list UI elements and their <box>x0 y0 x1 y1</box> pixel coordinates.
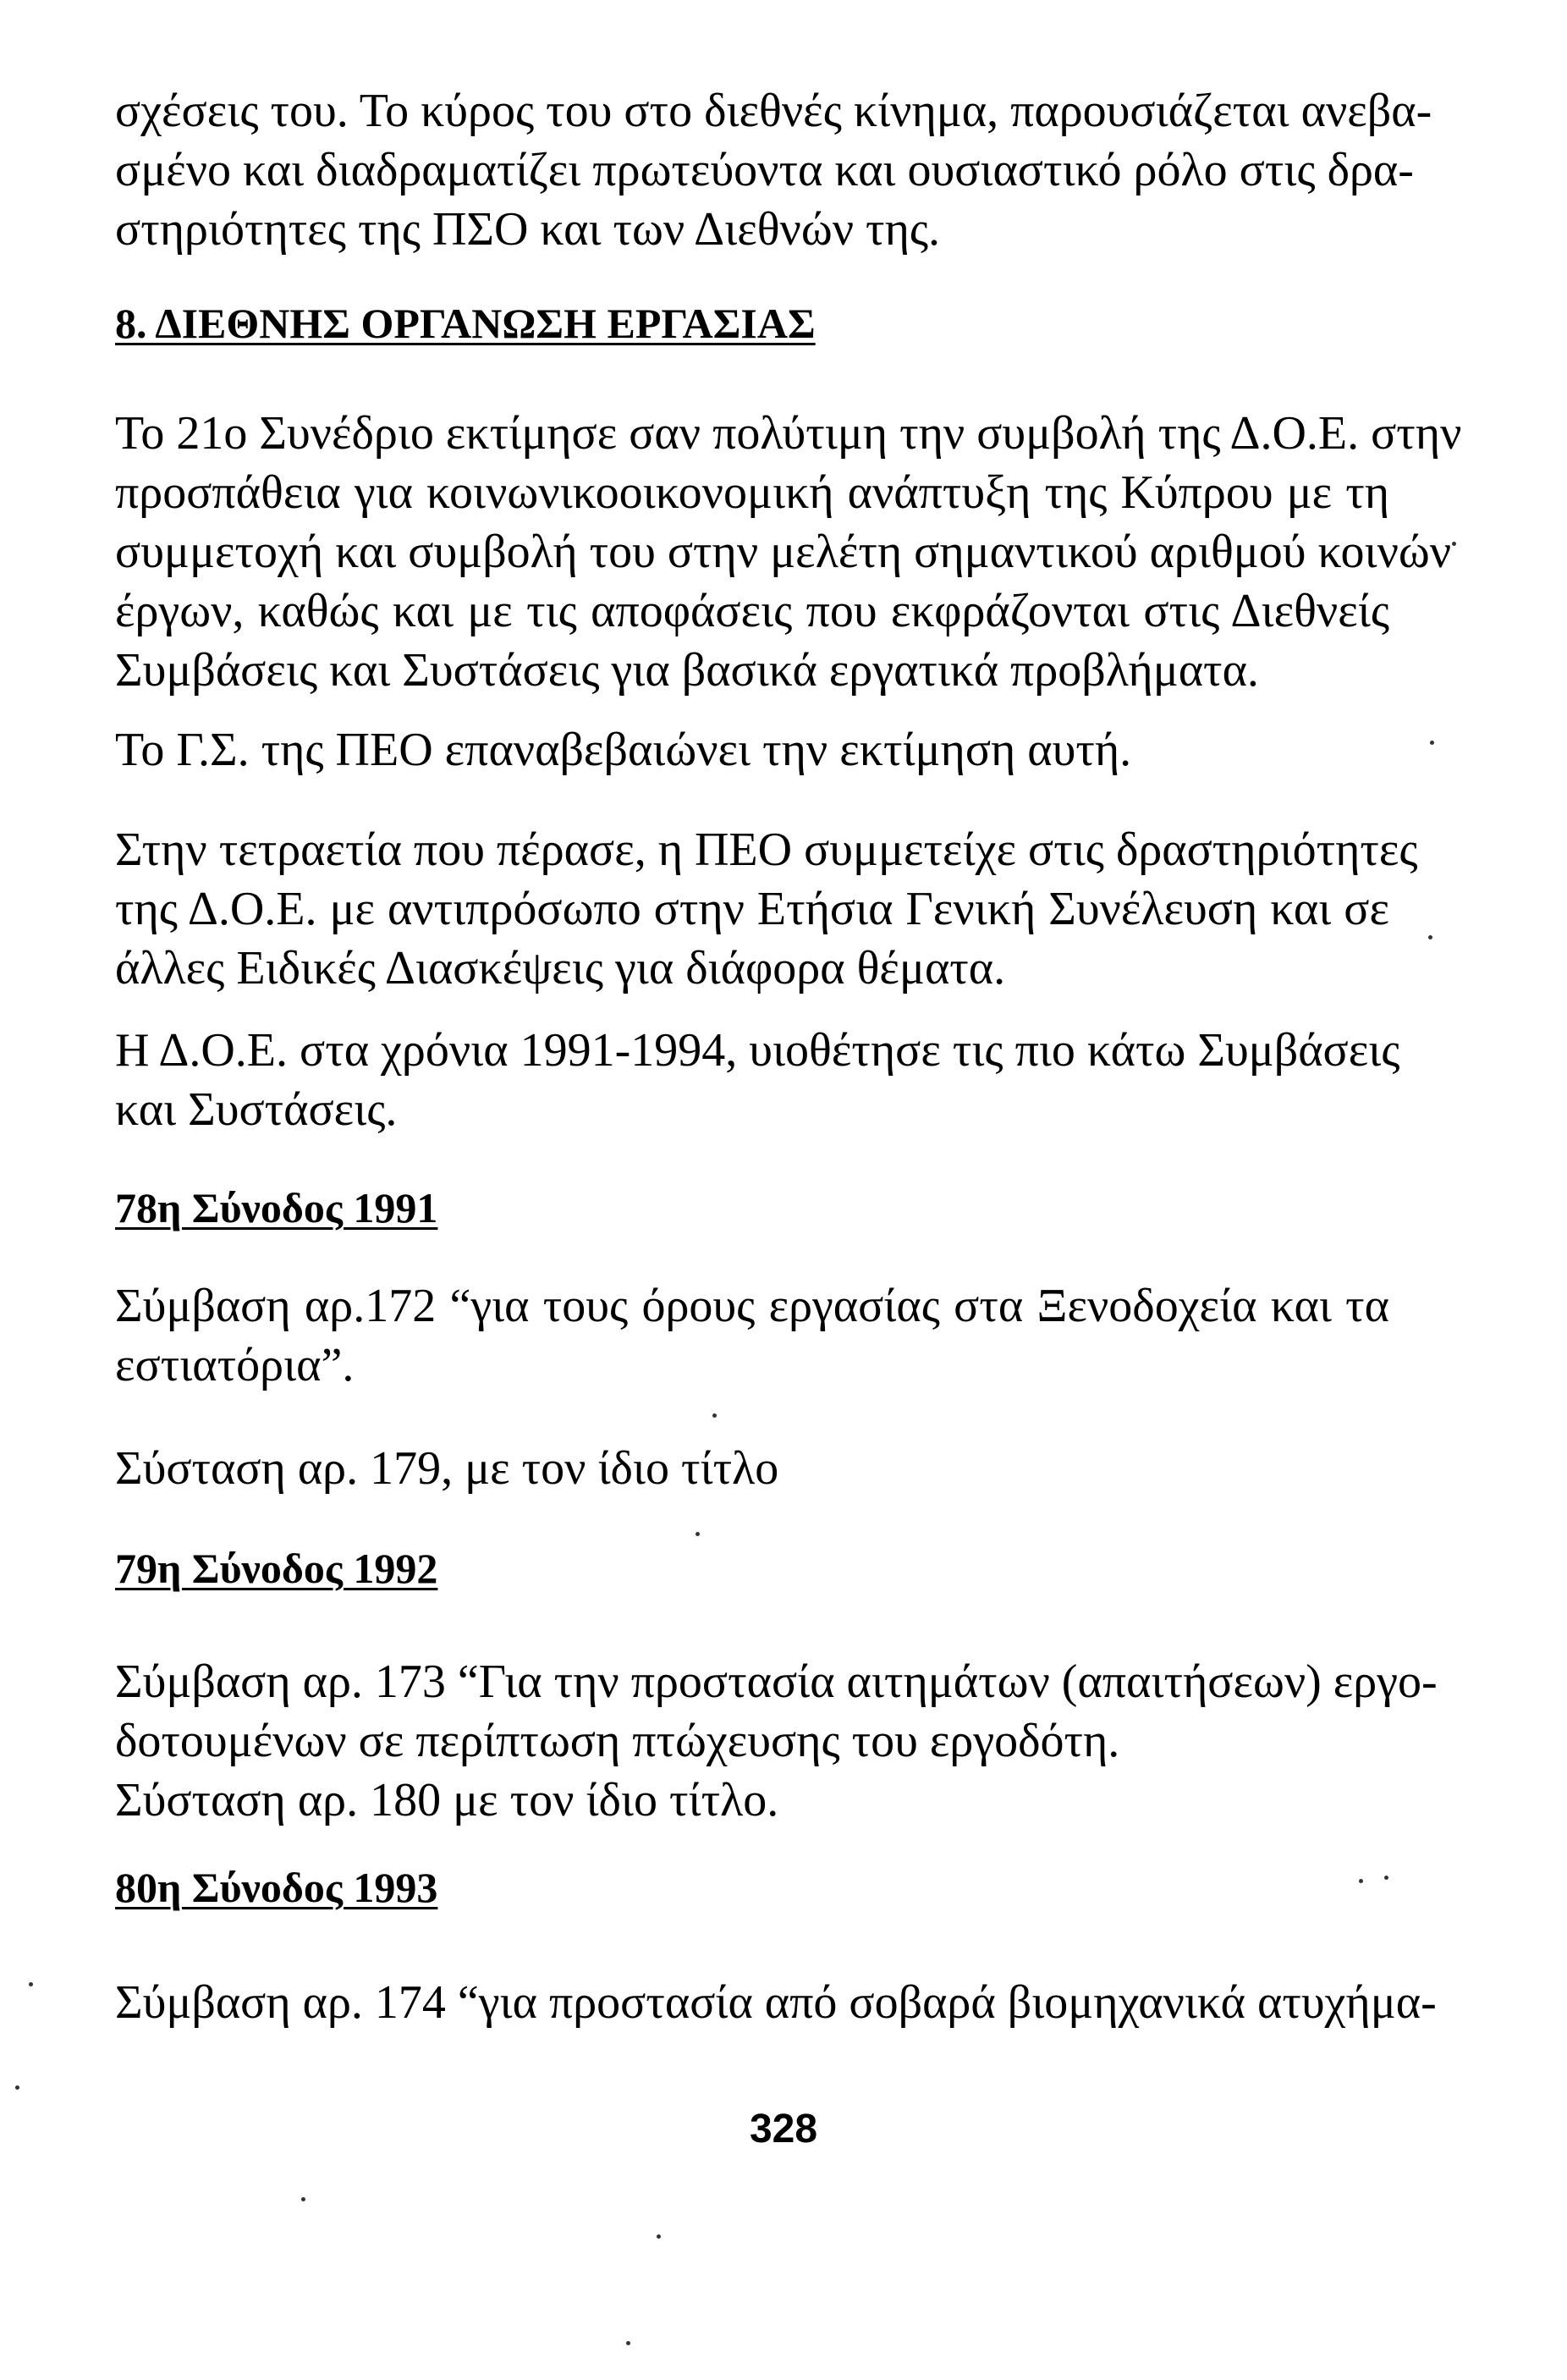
text-line: στηριότητες της ΠΣΟ και των Διεθνών της. <box>115 203 941 256</box>
text-line: σχέσεις του. Το κύρος του στο διεθνές κίνημα, παρουσιάζεται ανεβα- <box>115 85 1432 137</box>
text-line: προσπάθεια για κοινωνικοοικονομική ανάπτυξη της Κύπρου με τη <box>115 466 1389 519</box>
paragraph-contribution <box>115 404 1462 700</box>
text-line: Το Γ.Σ. της ΠΕΟ επαναβεβαιώνει την εκτίμηση αυτή. <box>115 724 1132 776</box>
text-line: Συμβάσεις και Συστάσεις για βασικά εργατικά προβλήματα. <box>115 644 1259 697</box>
text-line: σμένο και διαδραματίζει πρωτεύοντα και ουσιαστικό ρόλο στις δρα- <box>115 144 1414 196</box>
scan-speck <box>1452 542 1456 546</box>
scan-speck <box>301 2197 305 2201</box>
text-line: Σύμβαση αρ.172 “για τους όρους εργασίας στα Ξενοδοχεία και τα <box>115 1280 1389 1332</box>
scan-speck <box>1384 1876 1388 1880</box>
session-1992-recommendation: Σύσταση αρ. 180 με τον ίδιο τίτλο. <box>115 1774 779 1826</box>
text-line: Η Δ.Ο.Ε. στα χρόνια 1991-1994, υιοθέτησε τις πιο κάτω Συμβάσεις <box>115 1024 1400 1077</box>
scan-speck <box>712 1413 717 1418</box>
text-line: δοτουμένων σε περίπτωση πτώχευσης του εργοδότη. <box>115 1715 1120 1767</box>
scan-speck <box>15 2085 19 2090</box>
scan-speck <box>1359 1879 1363 1883</box>
session-1993-heading: 80η Σύνοδος 1993 <box>115 1864 438 1911</box>
text-line: και Συστάσεις. <box>115 1083 398 1136</box>
scan-speck <box>696 1532 700 1536</box>
scan-speck <box>1428 935 1432 939</box>
text-line: εστιατόρια”. <box>115 1339 355 1391</box>
text-line: Σύμβαση αρ. 174 “για προστασία από σοβαρά βιομηχανικά ατυχήμα- <box>115 1976 1437 2029</box>
page-number: 328 <box>749 2107 818 2151</box>
paragraph-reaffirm <box>115 720 1389 780</box>
text-line: Στην τετραετία που πέρασε, η ΠΕΟ συμμετείχε στις δραστηριότητες <box>115 824 1418 876</box>
session-1991-recommendation <box>115 1439 1389 1498</box>
text-line: Σύσταση αρ. 179, με τον ίδιο τίτλο <box>115 1442 779 1495</box>
text-line: Το 21ο Συνέδριο εκτίμησε σαν πολύτιμη την συμβολή της Δ.Ο.Ε. στην <box>115 407 1462 460</box>
session-1991-heading: 78η Σύνοδος 1991 <box>115 1184 438 1231</box>
text-line: συμμετοχή και συμβολή του στην μελέτη σημαντικού αριθμού κοινών <box>115 526 1452 578</box>
session-1992-heading: 79η Σύνοδος 1992 <box>115 1545 438 1592</box>
paragraph-participation <box>115 820 1418 998</box>
scan-speck <box>1430 741 1434 745</box>
session-1993-convention <box>115 1973 1437 2032</box>
session-1991-convention <box>115 1276 1389 1395</box>
paragraph-adoption <box>115 1021 1400 1139</box>
section-heading: 8. ΔΙΕΘΝΗΣ ΟΡΓΑΝΩΣΗ ΕΡΓΑΣΙΑΣ <box>115 300 816 347</box>
text-line: Σύμβαση αρ. 173 “Για την προστασία αιτημάτων (απαιτήσεων) εργο- <box>115 1656 1438 1708</box>
scan-speck <box>657 2234 661 2239</box>
text-line: της Δ.Ο.Ε. με αντιπρόσωπο στην Ετήσια Γενική Συνέλευση και σε <box>115 883 1389 935</box>
scan-speck <box>626 2341 630 2345</box>
session-1992-convention <box>115 1652 1438 1830</box>
text-line: άλλες Ειδικές Διασκέψεις για διάφορα θέματα. <box>115 942 1006 994</box>
intro-paragraph <box>115 81 1432 259</box>
scan-speck <box>29 1982 33 1986</box>
text-line: έργων, καθώς και με τις αποφάσεις που εκφράζονται στις Διεθνείς <box>115 585 1389 637</box>
